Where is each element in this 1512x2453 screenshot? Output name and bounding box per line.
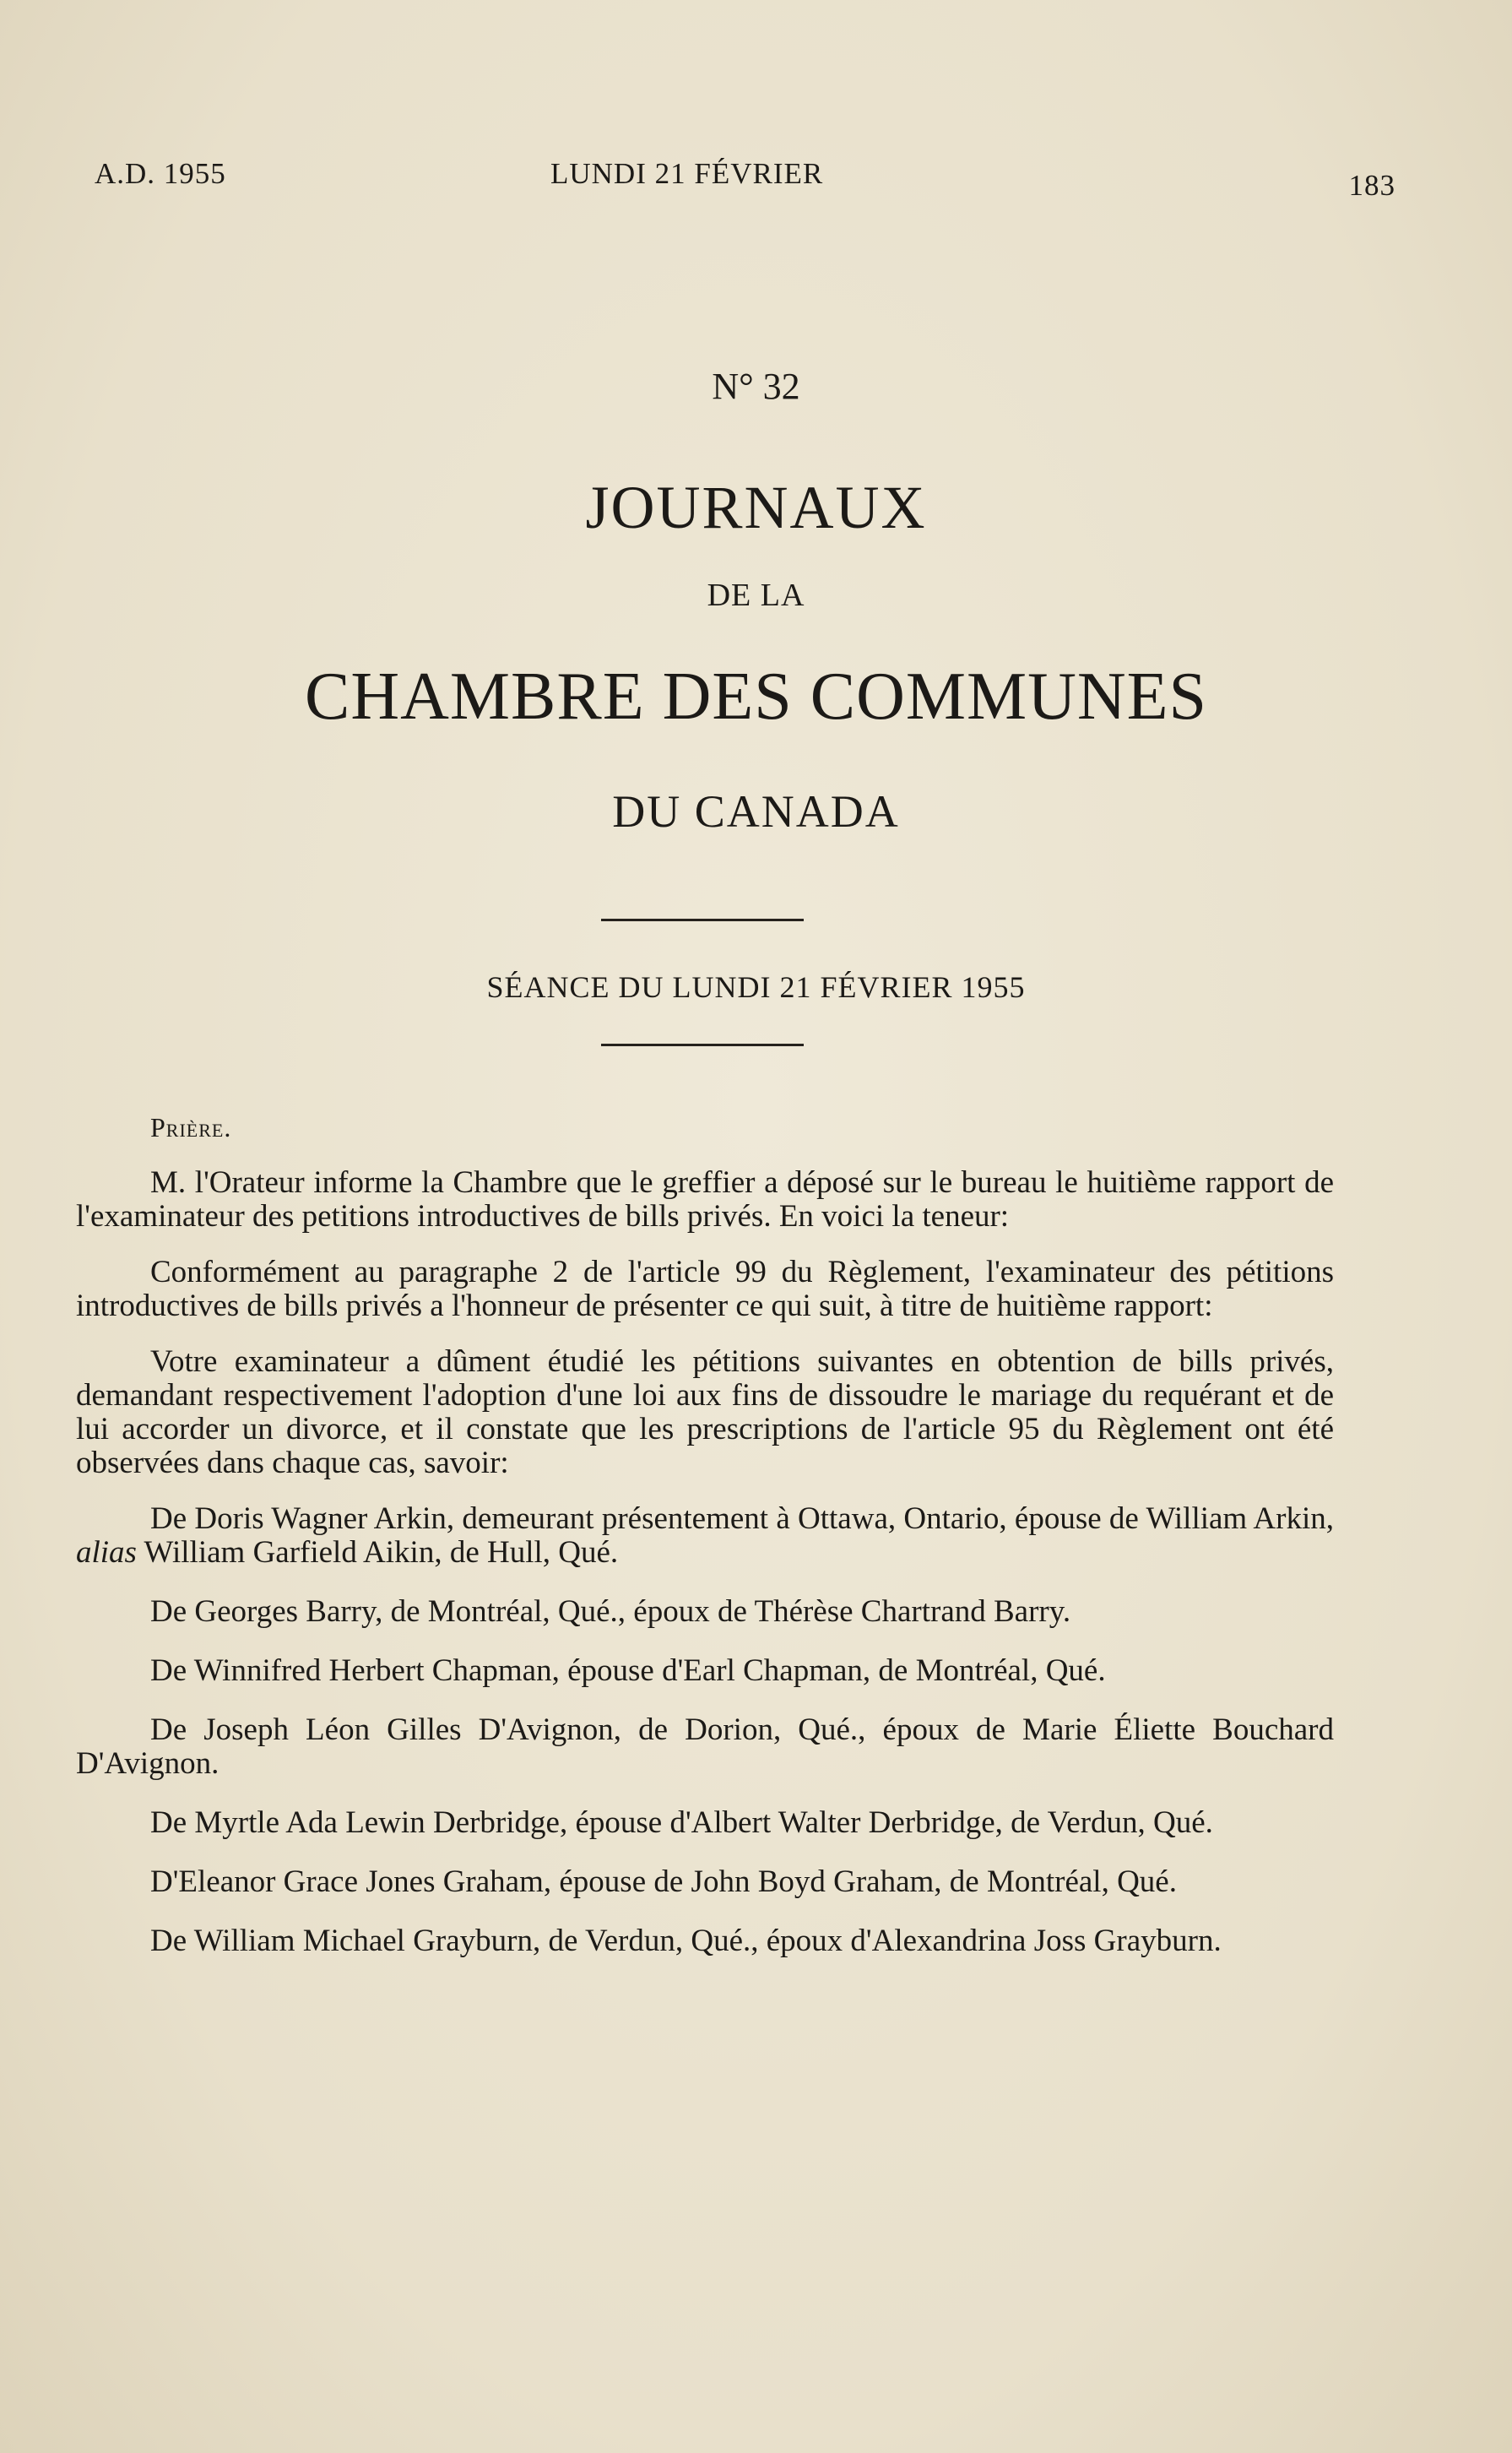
petition-text-end: William Garfield Aikin, de Hull, Qué. bbox=[136, 1535, 619, 1570]
petition-entry bbox=[76, 1595, 1334, 1629]
body-text bbox=[76, 1110, 1334, 1984]
petition-entry bbox=[76, 1654, 1334, 1688]
issue-number: N° 32 bbox=[712, 366, 800, 407]
running-head-year: A.D. 1955 bbox=[95, 157, 226, 190]
petition-text: De Joseph Léon Gilles D'Avignon, de Dorion, Qué., époux de Marie Éliette Bouchard D'Avignon. bbox=[76, 1712, 1334, 1781]
paragraph-examinateur: Votre examinateur a dûment étudié les pétitions suivantes en obtention de bills privés, demandant respectivement l'adoption d'une loi aux fins de dissoudre le mariage du requérant et de lui accorder un divorce, et il constate que les prescriptions de l'article 95 du Règlement ont été observées dans chaque cas, savoir: bbox=[76, 1344, 1334, 1480]
petition-text: De Winnifred Herbert Chapman, épouse d'Earl Chapman, de Montréal, Qué. bbox=[150, 1653, 1106, 1688]
petition-text: De Myrtle Ada Lewin Derbridge, épouse d'Albert Walter Derbridge, de Verdun, Qué. bbox=[150, 1805, 1213, 1840]
petition-italic: alias bbox=[76, 1535, 137, 1570]
session-heading: SÉANCE DU LUNDI 21 FÉVRIER 1955 bbox=[486, 970, 1026, 1004]
divider-rule bbox=[601, 1044, 804, 1046]
petition-entry bbox=[76, 1924, 1334, 1958]
petition-entry bbox=[76, 1806, 1334, 1840]
petition-text: De Georges Barry, de Montréal, Qué., époux de Thérèse Chartrand Barry. bbox=[150, 1594, 1071, 1629]
title-de-la: DE LA bbox=[707, 578, 805, 613]
petition-entry bbox=[76, 1713, 1334, 1781]
petition-text: De Doris Wagner Arkin, demeurant présentement à Ottawa, Ontario, épouse de William Arkin, bbox=[150, 1501, 1334, 1536]
running-head bbox=[95, 157, 1395, 202]
running-head-date: LUNDI 21 FÉVRIER bbox=[550, 157, 824, 190]
divider-rule bbox=[601, 919, 804, 921]
petition-text: De William Michael Grayburn, de Verdun, Qué., époux d'Alexandrina Joss Grayburn. bbox=[150, 1924, 1222, 1958]
title-chambre: CHAMBRE DES COMMUNES bbox=[304, 659, 1208, 734]
petition-entry bbox=[76, 1865, 1334, 1899]
priere-heading bbox=[76, 1110, 1334, 1144]
priere-label: Prière. bbox=[150, 1112, 232, 1142]
page-number: 183 bbox=[1348, 169, 1395, 202]
paragraph-orateur: M. l'Orateur informe la Chambre que le greffier a déposé sur le bureau le huitième rapport de l'examinateur des petitions introductives de bills privés. En voici la teneur: bbox=[76, 1165, 1334, 1234]
petition-text: D'Eleanor Grace Jones Graham, épouse de John Boyd Graham, de Montréal, Qué. bbox=[150, 1864, 1177, 1899]
paragraph-conformement: Conformément au paragraphe 2 de l'article 99 du Règlement, l'examinateur des pétitions introductives de bills privés a l'honneur de présenter ce qui suit, à titre de huitième rapport: bbox=[76, 1255, 1334, 1323]
title-canada: DU CANADA bbox=[612, 786, 900, 837]
title-journaux: JOURNAUX bbox=[585, 474, 927, 541]
petition-entry bbox=[76, 1502, 1334, 1570]
